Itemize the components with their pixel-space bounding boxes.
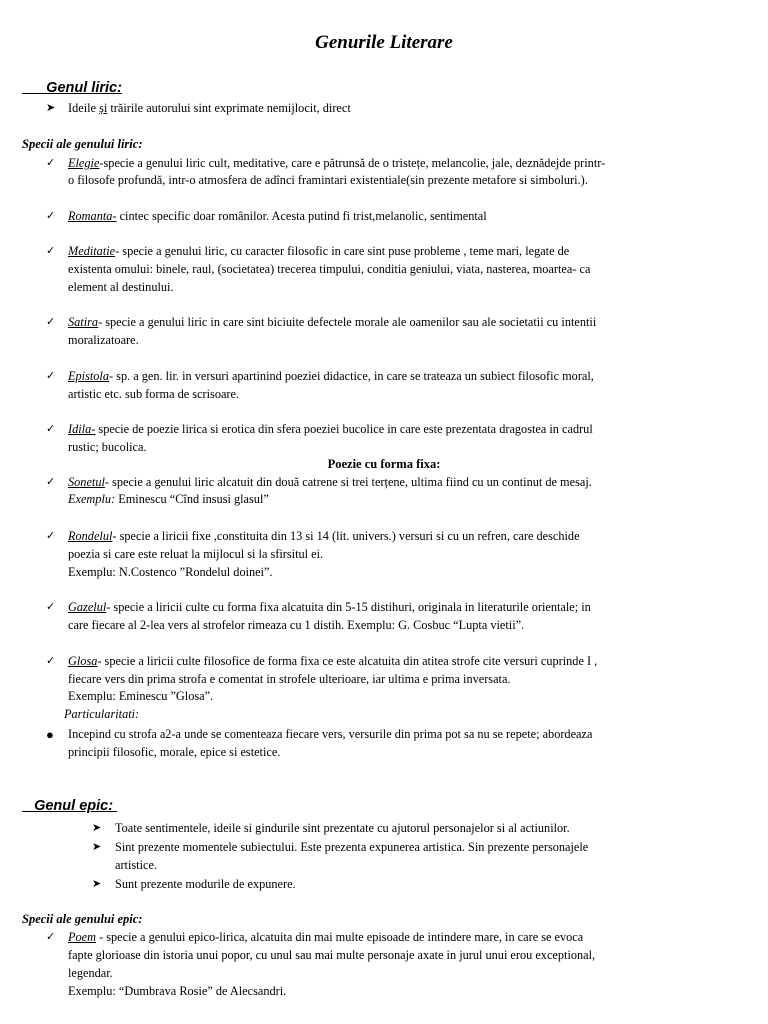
item-sonetul-example	[68, 491, 748, 508]
checkmark-icon: ✓	[46, 476, 56, 488]
checkmark-icon: ✓	[46, 210, 56, 222]
item-epistola-cont: artistic etc. sub forma de scrisoare.	[68, 387, 240, 401]
epic-point-2-cont: artistice.	[115, 858, 157, 872]
item-term: Meditatie	[68, 244, 116, 258]
item-glosa-cont: fiecare vers din prima strofa e comentat in strofele ulterioare, iar ultima e prima inversata.	[68, 672, 511, 686]
item-text: - specie a genului liric in care sint biciuite defectele morale ale oamenilor sau ale societatii cu intentii	[98, 315, 597, 329]
item-idila-cont: rustic; bucolica.	[68, 440, 147, 454]
dot-bullet-icon: ●	[46, 727, 54, 742]
item-rondelul	[68, 528, 758, 545]
item-term: Glosa	[68, 654, 98, 668]
item-meditatie-cont: existenta omului: binele, raul, (societatea) trecerea timpului, conditia geniului, viata, nasterea, moartea- ca	[68, 262, 591, 276]
item-text: - specie a liricii culte cu forma fixa alcatuita din 5-15 distihuri, originala in literaturile orientale; in	[106, 600, 591, 614]
arrow-bullet-icon: ➤	[92, 822, 102, 834]
arrow-bullet-icon: ➤	[46, 102, 56, 114]
epic-point-1: Toate sentimentele, ideile si gindurile sint prezentate cu ajutorul personajelor si al actiunilor.	[115, 821, 570, 835]
item-text: - specie a liricii culte filosofice de forma fixa ce este alcatuita din atitea strofe cite versuri cuprinde I ,	[97, 654, 598, 668]
section-heading-epic	[22, 798, 117, 815]
intro-post: trăirile autorului sint exprimate nemijlocit, direct	[107, 101, 351, 115]
item-text: - specie a genului liric, cu caracter filosofic in care sint puse probleme , teme mari, legate de	[115, 244, 570, 258]
intro-si: și	[99, 101, 108, 115]
item-epistola	[68, 368, 758, 385]
item-meditatie-cont2: element al destinului.	[68, 280, 174, 294]
item-term: Epistola	[68, 369, 109, 383]
item-glosa-example: Exemplu: Eminescu ”Glosa”.	[68, 689, 214, 703]
particularitati-item-cont: principii filosofic, morale, epice si estetice.	[68, 745, 281, 759]
item-idila	[68, 421, 758, 438]
document-title: Genurile Literare	[315, 32, 453, 53]
item-glosa	[68, 653, 758, 670]
item-term: Gazelul	[68, 600, 107, 614]
section-heading-liric	[22, 80, 122, 97]
checkmark-icon: ✓	[46, 316, 56, 328]
checkmark-icon: ✓	[46, 245, 56, 257]
item-gazelul-cont: care fiecare al 2-lea vers al strofelor rimeaza cu 1 distih. Exemplu: G. Cosbuc “Lupta vietii”.	[68, 618, 525, 632]
section-heading-epic-text: Genul epic:	[34, 798, 118, 814]
item-term: Idila-	[68, 422, 96, 436]
checkmark-icon: ✓	[46, 601, 56, 613]
item-term: Satira	[68, 315, 99, 329]
item-poem-cont2: legendar.	[68, 966, 113, 980]
example-text: Eminescu “Cînd insusi glasul”	[115, 492, 269, 506]
fixed-form-heading: Poezie cu forma fixa:	[327, 457, 441, 471]
epic-point-2: Sint prezente momentele subiectului. Este prezenta expunerea artistica. Sin prezente personajele	[115, 840, 589, 854]
item-term: Poem	[68, 930, 96, 944]
item-term: Rondelul	[68, 529, 113, 543]
liric-intro	[68, 100, 748, 117]
item-text: cintec specific doar românilor. Acesta putind fi trist,melanolic, sentimental	[116, 209, 487, 223]
example-label: Exemplu:	[68, 492, 116, 506]
checkmark-icon: ✓	[46, 931, 56, 943]
arrow-bullet-icon: ➤	[92, 841, 102, 853]
item-meditatie	[68, 243, 758, 260]
item-satira-cont: moralizatoare.	[68, 333, 139, 347]
epic-species-heading: Specii ale genului epic:	[22, 912, 143, 926]
item-rondelul-example: Exemplu: N.Costenco ”Rondelul doinei”.	[68, 565, 273, 579]
arrow-bullet-icon: ➤	[92, 878, 102, 890]
intro-pre: Ideile	[68, 101, 100, 115]
checkmark-icon: ✓	[46, 655, 56, 667]
checkmark-icon: ✓	[46, 530, 56, 542]
item-sonetul	[68, 474, 758, 491]
item-romanta	[68, 208, 748, 225]
item-term: Romanta-	[68, 209, 117, 223]
section-heading-liric-text: Genul liric:	[46, 80, 122, 96]
checkmark-icon: ✓	[46, 423, 56, 435]
liric-species-heading: Specii ale genului liric:	[22, 137, 143, 151]
item-poem	[68, 929, 758, 946]
item-text: - specie a genului epico-lirica, alcatuita din mai multe episoade de intindere mare, in care se evoca	[96, 930, 584, 944]
item-term: Elegie	[68, 156, 100, 170]
checkmark-icon: ✓	[46, 157, 56, 169]
item-rondelul-cont: poezia si care este reluat la mijlocul si la sfirsitul ei.	[68, 547, 324, 561]
item-text: specie de poezie lirica si erotica din sfera poeziei bucolice in care este prezentata dragostea in cadrul	[95, 422, 593, 436]
item-text: -specie a genului liric cult, meditative, care e pătrunsă de o tristețe, melancolie, jale, deznădejde printr-	[99, 156, 606, 170]
item-text: - specie a genului liric alcatuit din două catrene si trei terțene, ultima fiind cu un continut de mesaj.	[104, 475, 592, 489]
particularitati-label: Particularitati:	[64, 707, 140, 721]
epic-point-3: Sunt prezente modurile de expunere.	[115, 877, 296, 891]
item-elegie	[68, 155, 758, 172]
item-text: - specie a liricii fixe ,constituita din 13 si 14 (lit. univers.) versuri si cu un refren, care deschide	[112, 529, 580, 543]
item-term: Sonetul	[68, 475, 105, 489]
item-poem-example: Exemplu: “Dumbrava Rosie” de Alecsandri.	[68, 984, 287, 998]
item-satira	[68, 314, 758, 331]
item-text: - sp. a gen. lir. in versuri apartinind poeziei didactice, in care se trateaza un subiect filosofic moral,	[109, 369, 594, 383]
item-gazelul	[68, 599, 758, 616]
particularitati-item: Incepind cu strofa a2-a unde se comenteaza fiecare vers, versurile din prima pot sa nu se repete; abordeaza	[68, 727, 593, 741]
item-elegie-cont: o filosofe profundă, intr-o atmosfera de adînci framintari existentiale(sin prezente metafore si simboluri.).	[68, 173, 588, 187]
checkmark-icon: ✓	[46, 370, 56, 382]
item-poem-cont: fapte glorioase din istoria unui popor, cu unul sau mai multe personaje axate in jurul unui erou exceptional,	[68, 948, 596, 962]
